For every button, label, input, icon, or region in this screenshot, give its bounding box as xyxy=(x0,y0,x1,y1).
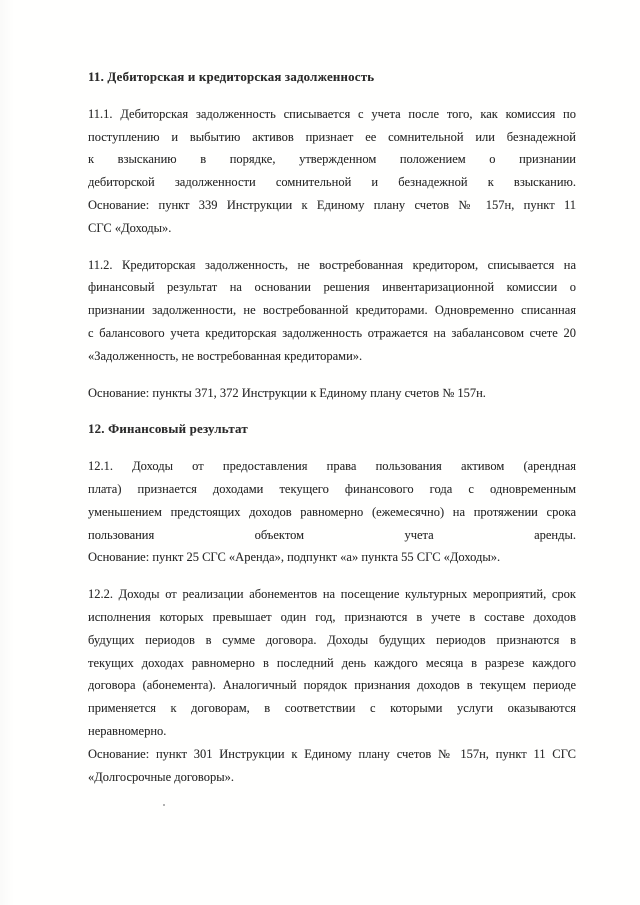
paragraph-11-2-basis xyxy=(88,382,576,405)
text-line: к взысканию в порядке, утвержденном положением о признании xyxy=(88,152,576,167)
paragraph-11-1 xyxy=(88,103,576,240)
text-line: 11.1. Дебиторская задолженность списывается с учета после того, как комиссия по xyxy=(88,106,576,121)
text-line: «Задолженность, не востребованная кредиторами». xyxy=(88,348,363,363)
text-line: Основание: пункт 301 Инструкции к Единому плану счетов № 157н, пункт 11 СГС xyxy=(88,746,576,761)
text-line: Основание: пункт 339 Инструкции к Единому плану счетов № 157н, пункт 11 xyxy=(88,197,576,212)
text-line: плата) признается доходами текущего финансового года с одновременным xyxy=(88,481,576,496)
paragraph-12-2 xyxy=(88,583,576,788)
text-line: неравномерно. xyxy=(88,723,167,738)
text-line: «Долгосрочные договоры». xyxy=(88,769,235,784)
text-line: договора (абонемента). Аналогичный порядок признания доходов в текущем периоде xyxy=(88,678,576,693)
text-line: признании задолженности, не востребованной кредиторами. Одновременно списанная xyxy=(88,303,576,318)
text-line: 12.2. Доходы от реализации абонементов на посещение культурных мероприятий, срок xyxy=(88,587,576,602)
text-line: 11.2. Кредиторская задолженность, не востребованная кредитором, списывается на xyxy=(88,257,576,272)
text-line: будущих периодов в сумме договора. Доходы будущих периодов признаются в xyxy=(88,632,576,647)
section-11-heading: 11. Дебиторская и кредиторская задолженность xyxy=(88,70,375,84)
paragraph-12-1 xyxy=(88,455,576,569)
scan-edge-shading xyxy=(0,0,14,905)
text-line: пользования объектом учета аренды. xyxy=(88,527,576,542)
text-line: уменьшением предстоящих доходов равномерно (ежемесячно) на протяжении срока xyxy=(88,504,576,519)
text-line: исполнения которых превышает один год, признаются в учете в составе доходов xyxy=(88,609,576,624)
text-line: поступлению и выбытию активов признает ее сомнительной или безнадежной xyxy=(88,129,576,144)
section-12-heading: 12. Финансовый результат xyxy=(88,422,248,437)
scan-speck xyxy=(163,804,165,806)
text-line: Основание: пункты 371, 372 Инструкции к Единому плану счетов № 157н. xyxy=(88,385,486,400)
text-line: СГС «Доходы». xyxy=(88,220,172,235)
paragraph-11-2 xyxy=(88,254,576,368)
text-line: 12.1. Доходы от предоставления права пользования активом (арендная xyxy=(88,459,576,474)
text-line: финансовый результат на основании решения инвентаризационной комиссии о xyxy=(88,280,576,295)
text-line: Основание: пункт 25 СГС «Аренда», подпункт «а» пункта 55 СГС «Доходы». xyxy=(88,550,501,565)
text-line: с балансового учета кредиторская задолженность отражается на забалансовом счете 20 xyxy=(88,325,576,340)
text-line: дебиторской задолженности сомнительной и безнадежной к взысканию. xyxy=(88,175,576,190)
text-line: текущих доходах равномерно в последний день каждого месяца в разрезе каждого xyxy=(88,655,576,670)
text-line: применяется к договорам, в соответствии с которыми услуги оказываются xyxy=(88,701,576,716)
